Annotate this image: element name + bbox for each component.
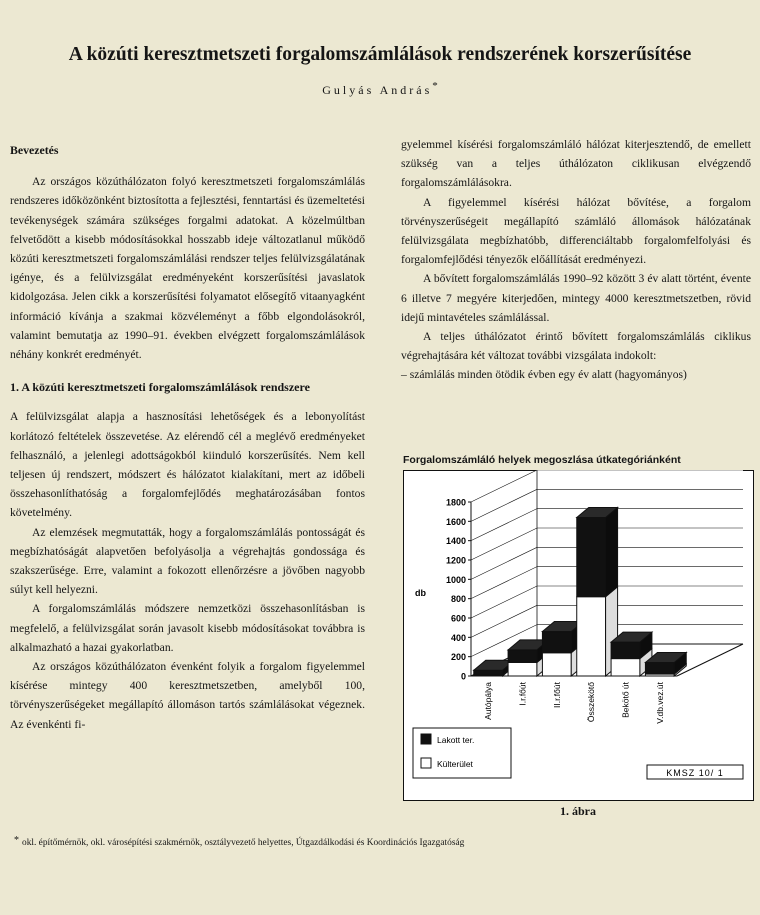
bar-kulterulet-front (577, 597, 606, 676)
legend-swatch-kulterulet (421, 758, 431, 768)
chart-code: KMSZ 10/ 1 (666, 768, 724, 778)
x-tick-label: II.r.főút (551, 682, 562, 708)
bar-chart (403, 470, 755, 802)
y-tick-label: 0 (460, 671, 466, 682)
bar-lakott-front (645, 662, 674, 674)
bar-lakott-side (606, 507, 618, 596)
chart-title: Forgalomszámláló helyek megoszlása útkategóriánként (403, 454, 681, 466)
footnote (14, 835, 752, 848)
list-item: – számlálás minden ötödik évben egy év alatt (hagyományos) (401, 368, 687, 382)
x-tick-label: I.r.főút (517, 682, 528, 706)
footnote-text: okl. építőmérnök, okl. városépítési szakmérnök, osztályvezető helyettes, Útgazdálkodási és Koordinációs Igazgatóság (22, 838, 465, 848)
bar-lakott-front (611, 642, 640, 658)
section-heading: 1. A közúti keresztmetszeti forgalomszámlálások rendszere (10, 380, 310, 395)
x-tick-label: Autópálya (483, 682, 494, 720)
figure-label: 1. ábra (560, 804, 596, 818)
y-tick-label: 1600 (445, 516, 466, 527)
author-line (0, 80, 760, 98)
section-paragraph-4: Az országos közúthálózaton évenként folyik a forgalom figyelemmel kísérése mintegy 400 keresztmetszetben, amelyből 100, törvényszerűségeket megállapító állomáson tartós számlálásokat végeznek. Az évenkénti fi- (10, 660, 365, 731)
author-name: Gulyás András (322, 83, 433, 97)
right-column (401, 135, 751, 385)
y-tick-label: 1200 (445, 555, 466, 566)
x-tick-label: Bekötő út (620, 682, 631, 718)
right-paragraph-0: gyelemmel kísérési forgalomszámláló hálózat kiterjesztendő, de emellett szükség van a teljes úthálózaton ciklikusan elvégzendő forgalomszámlálásokra. (401, 138, 751, 190)
x-tick-label: V.db.vez.út (654, 682, 665, 724)
x-tick-label: Összekötő (586, 682, 597, 723)
y-axis-label: db (415, 588, 426, 598)
bar-kulterulet-front (542, 653, 571, 676)
author-footnote-mark: * (432, 80, 438, 92)
section-paragraph-2: Az elemzések megmutatták, hogy a forgalomszámlálás pontosságát és megbízhatóságát alapvetően befolyásolja a végrehajtás gondossága és szakszerűsége. Erre, valamint a fokozott ellenőrzésre a jövőben nagyobb súlyt kell helyezni. (10, 525, 365, 597)
bar-lakott-front (508, 650, 537, 663)
legend-swatch-lakott (421, 734, 431, 744)
right-paragraph-3: A teljes úthálózatot érintő bővített forgalomszámlálás ciklikus végrehajtására két változat további vizsgálata indokolt: (401, 330, 751, 363)
y-tick-label: 1400 (445, 536, 466, 547)
y-tick-label: 400 (450, 632, 466, 643)
left-column (10, 141, 365, 734)
y-tick-label: 800 (450, 594, 466, 605)
right-paragraph-2: A bővített forgalomszámlálás 1990–92 között 3 év alatt történt, évente 6 illetve 7 megyére kiterjedően, mintegy 4000 keresztmetszetben, rövid idejű mintavételes számlálással. (401, 272, 751, 324)
bar-kulterulet-front (611, 659, 640, 676)
chart-legend (413, 728, 511, 778)
intro-paragraph: Az országos közúthálózaton folyó keresztmetszeti forgalomszámlálás rendszeres időközönként biztosította a fejlesztési, fenntartási és üzemeltetési tevékenységek számára szükséges forgalmi adatokat. A közelmúltban felvetődött a kisebb módosításokkal hosszabb ideje változatlanul működő közúti keresztmetszeti forgalomszámlálási rendszer teljes felülvizsgálatának igénye, és a felülvizsgálat eredményeként korszerűsítési javaslatok kidolgozása. Jelen cikk a korszerűsítési folyamatot elősegítő vitaanyagként információ kívánja a szakmai közvéleményt a főbb elgondolásokról, valamint bemutatja az 1990–91. években elvégzett forgalomszámlálások néhány konkrét eredményét. (10, 175, 365, 362)
legend-label-lakott: Lakott ter. (437, 735, 475, 745)
article-title: A közúti keresztmetszeti forgalomszámlálások rendszerének korszerűsítése (68, 44, 692, 65)
right-paragraph-1: A figyelemmel kísérési hálózat bővítése, a forgalom törvényszerűségeit megállapító számláló állomások hálózatának felülvizsgálata megbízhatóbb, differenciáltabb forgalomfelfolyási és forgalomfejlődési tényezők előállítását eredményezi. (401, 195, 751, 267)
bar-lakott-front (542, 632, 571, 653)
bar-lakott-front (577, 517, 606, 596)
bar-lakott-front (474, 670, 503, 675)
section-paragraph-3: A forgalomszámlálás módszere nemzetközi összehasonlításban is megfelelő, a felülvizsgálat során javasolt kisebb módosításokat továbbra is alkalmazható a hazai gyakorlatban. (10, 602, 365, 654)
bar-kulterulet-front (508, 662, 537, 676)
y-tick-label: 600 (450, 613, 466, 624)
intro-heading: Bevezetés (10, 143, 59, 157)
section-paragraph-1: A felülvizsgálat alapja a hasznosítási lehetőségek és a lebonyolítást korlátozó feltételek összevetése. Az elérendő cél a meglévő eredményeket felhasználó, a jelenlegi adottságokból kiinduló korszerűsítés. Nem kell teljesen új rendszert, módszert és hálózatot kialakítani, mert az időbeli összehasonlíthatóság a forgalomfejlődés meghatározásában fontos követelmény. (10, 410, 365, 520)
y-tick-label: 1000 (445, 574, 466, 585)
y-tick-label: 200 (450, 652, 466, 663)
legend-label-kulterulet: Külterület (437, 759, 473, 769)
y-tick-label: 1800 (445, 497, 466, 508)
footnote-mark: * (14, 835, 19, 846)
